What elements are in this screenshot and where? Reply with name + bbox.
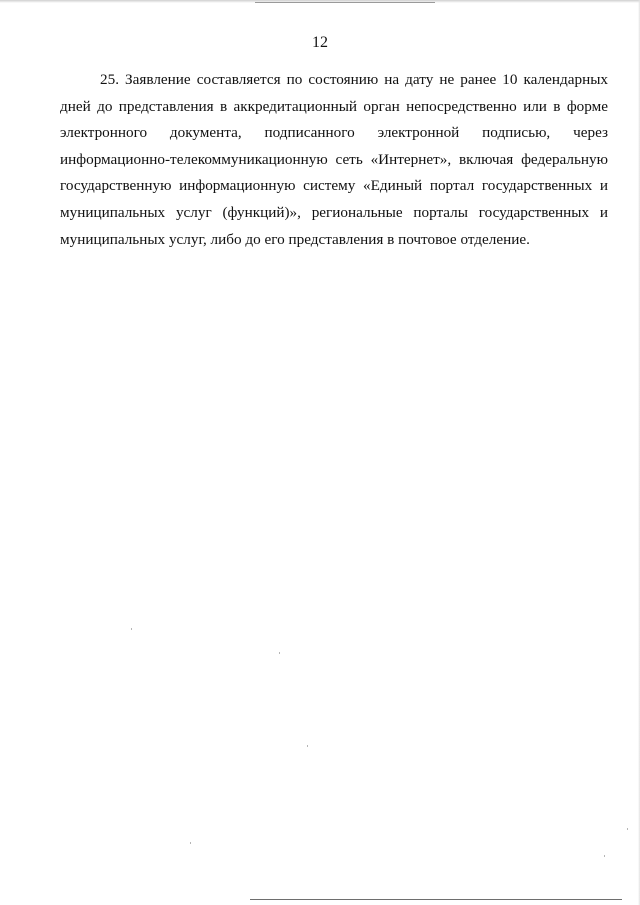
scan-top-artifact-line (255, 2, 435, 3)
paragraph-25: 25. Заявление составляется по состоянию на дату не ранее 10 календарных дней до представления в аккредитационный орган непосредственно или в форме электронного документа, подписанного электронной подписью, через информационно-телекоммуникационную сеть «Интернет», включая федеральную государственную информационную систему «Единый портал государственных и муниципальных услуг (функций)», региональные порталы государственных и муниципальных услуг, либо до его представления в почтовое отделение. (60, 71, 608, 248)
scan-speck (190, 842, 191, 844)
scan-speck (279, 652, 280, 654)
scan-speck (307, 745, 308, 747)
scan-speck (604, 855, 605, 857)
page-number: 12 (312, 34, 328, 51)
scan-speck (627, 828, 628, 830)
scan-bottom-artifact-line (250, 899, 622, 900)
scan-speck (131, 628, 132, 630)
